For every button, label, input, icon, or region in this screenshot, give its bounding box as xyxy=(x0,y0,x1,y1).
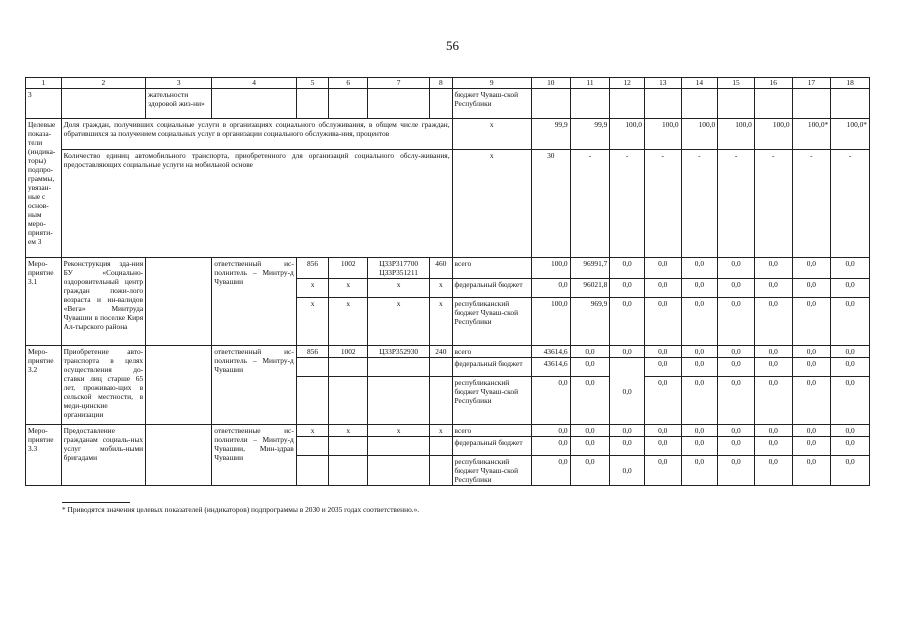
value-cell: 43614,6 xyxy=(531,358,570,377)
cell xyxy=(368,377,430,425)
cell: жательности здоровой жиз-ни» xyxy=(146,89,212,119)
table-row xyxy=(26,425,870,437)
cell xyxy=(296,358,329,377)
column-number-cell: 12 xyxy=(610,78,645,89)
value-cell: 0,0 xyxy=(610,346,645,358)
value-cell: 0,0 xyxy=(681,346,718,358)
value-cell: 0,0 xyxy=(754,279,792,298)
cell xyxy=(296,456,329,486)
value-cell: 0,0 xyxy=(754,425,792,437)
column-number-cell: 15 xyxy=(718,78,755,89)
value-cell: 0,0 xyxy=(831,279,870,298)
cell xyxy=(329,437,368,456)
value-cell: 0,0 xyxy=(681,437,718,456)
value-cell: 0,0 xyxy=(792,425,831,437)
value-cell: 0,0 xyxy=(681,258,718,279)
value-cell: 100,0 xyxy=(681,119,718,150)
cell xyxy=(329,358,368,377)
value-cell: 100,0* xyxy=(792,119,831,150)
value-cell: 0,0 xyxy=(570,437,610,456)
value-cell: 0,0 xyxy=(681,456,718,486)
column-number-cell: 18 xyxy=(831,78,870,89)
footnote: * Приводятся значения целевых показателей (индикаторов) подпрограммы в 2030 и 2035 годах соответственно.». xyxy=(62,505,420,514)
cell: х xyxy=(368,425,430,437)
measure-label: Меро-приятие 3.1 xyxy=(26,258,62,346)
value-cell: 0,0 xyxy=(792,258,831,279)
value-cell: 0,0 xyxy=(610,279,645,298)
value-cell: 0,0 xyxy=(570,456,610,486)
table-row xyxy=(26,346,870,358)
value-cell: 0,0 xyxy=(792,346,831,358)
cell: 3 xyxy=(26,89,62,119)
cell: Ц33Р352930 xyxy=(368,346,430,358)
cell: х xyxy=(329,298,368,346)
cell: 1002 xyxy=(329,346,368,358)
value-cell: 0,0 xyxy=(644,456,681,486)
value-cell: 43614,6 xyxy=(531,346,570,358)
value-cell: 0,0 xyxy=(831,358,870,377)
value-cell: 0,0 xyxy=(831,346,870,358)
column-number-cell: 1 xyxy=(26,78,62,89)
value-cell: 0,0 xyxy=(610,358,645,425)
column-number-cell: 11 xyxy=(570,78,610,89)
value-cell: 0,0 xyxy=(681,425,718,437)
value-cell: 0,0 xyxy=(792,437,831,456)
value-cell: 0,0 xyxy=(610,425,645,437)
cell: х xyxy=(296,279,329,298)
value-cell: 96991,7 xyxy=(570,258,610,279)
column-number-cell: 6 xyxy=(329,78,368,89)
value-cell: 0,0 xyxy=(718,279,755,298)
value-cell: - xyxy=(644,150,681,258)
value-cell: 0,0 xyxy=(792,456,831,486)
funding-source: республиканский бюджет Чуваш-ской Республики xyxy=(452,377,531,425)
value-cell: 99,9 xyxy=(531,119,570,150)
value-cell: 0,0 xyxy=(718,425,755,437)
funding-source: федеральный бюджет xyxy=(452,279,531,298)
measure-name: Приобретение авто-транспорта в целях осуществления до-ставки лиц старше 65 лет, проживаю-щих в сельской местности, в меди-цинские организации xyxy=(61,346,146,425)
cell: 460 xyxy=(430,258,452,279)
cell: х xyxy=(452,119,531,150)
value-cell: 0,0 xyxy=(681,279,718,298)
value-cell: 30 xyxy=(531,150,570,258)
value-cell: 0,0 xyxy=(644,377,681,425)
value-cell: 0,0 xyxy=(831,298,870,346)
value-cell: 0,0 xyxy=(831,456,870,486)
cell: 856 xyxy=(296,346,329,358)
cell xyxy=(430,437,452,456)
value-cell: 0,0 xyxy=(610,437,645,456)
value-cell: - xyxy=(681,150,718,258)
measure-executor: ответственный ис-полнитель – Минтру-д Чувашии xyxy=(212,346,297,425)
column-number-cell: 7 xyxy=(368,78,430,89)
cell: Ц33Р317700 Ц33Р351211 xyxy=(368,258,430,279)
value-cell: 969,9 xyxy=(570,298,610,346)
funding-source: всего xyxy=(452,425,531,437)
value-cell: 0,0 xyxy=(644,346,681,358)
value-cell: 0,0 xyxy=(610,298,645,346)
cell: 856 xyxy=(296,258,329,279)
column-number-cell: 17 xyxy=(792,78,831,89)
value-cell: 0,0 xyxy=(610,456,645,486)
cell xyxy=(368,358,430,377)
value-cell: 0,0 xyxy=(531,456,570,486)
cell xyxy=(296,377,329,425)
value-cell: 100,0 xyxy=(531,258,570,279)
value-cell: 0,0 xyxy=(570,425,610,437)
funding-source: всего xyxy=(452,346,531,358)
value-cell: 0,0 xyxy=(531,377,570,425)
value-cell: - xyxy=(831,150,870,258)
value-cell: 0,0 xyxy=(681,358,718,377)
cell xyxy=(430,456,452,486)
cell xyxy=(430,358,452,377)
column-number-cell: 13 xyxy=(644,78,681,89)
value-cell: 0,0 xyxy=(792,298,831,346)
value-cell: 0,0 xyxy=(718,346,755,358)
value-cell: 0,0 xyxy=(754,437,792,456)
value-cell: 0,0 xyxy=(531,425,570,437)
value-cell: 100,0 xyxy=(531,298,570,346)
value-cell: 0,0 xyxy=(754,298,792,346)
cell: х xyxy=(368,298,430,346)
value-cell: 0,0 xyxy=(718,258,755,279)
indicator-text: Количество единиц автомобильного транспорта, приобретенного для организаций социального обслу-живания, предоставляющих социальные услуги на мобильной основе xyxy=(61,150,452,258)
value-cell: 0,0 xyxy=(644,279,681,298)
value-cell: - xyxy=(718,150,755,258)
column-number-cell: 9 xyxy=(452,78,531,89)
value-cell: 0,0 xyxy=(718,377,755,425)
column-number-row xyxy=(26,78,870,89)
value-cell: 100,0* xyxy=(831,119,870,150)
table-row xyxy=(26,150,870,258)
value-cell: 0,0 xyxy=(644,358,681,377)
table-row xyxy=(26,119,870,150)
measure-label: Меро-приятие 3.3 xyxy=(26,425,62,486)
funding-source: всего xyxy=(452,258,531,279)
column-number-cell: 5 xyxy=(296,78,329,89)
value-cell: 100,0 xyxy=(754,119,792,150)
footnote-divider xyxy=(62,502,130,503)
value-cell: 100,0 xyxy=(610,119,645,150)
value-cell: 100,0 xyxy=(718,119,755,150)
value-cell: 0,0 xyxy=(718,437,755,456)
value-cell: 0,0 xyxy=(570,377,610,425)
targets-label: Целевые показа-тели (индика-торы) подпро-граммы, увязан-ные с основ-ным меро-прияти-ем 3 xyxy=(26,119,62,258)
column-number-cell: 8 xyxy=(430,78,452,89)
value-cell: 0,0 xyxy=(718,298,755,346)
value-cell: 99,9 xyxy=(570,119,610,150)
cell: х xyxy=(296,425,329,437)
table-row xyxy=(26,89,870,119)
value-cell: 0,0 xyxy=(531,279,570,298)
value-cell: 0,0 xyxy=(792,279,831,298)
cell: х xyxy=(329,425,368,437)
program-table xyxy=(25,77,870,486)
measure-name: Реконструкция зда-ния БУ «Социально-оздоровительный центр граждан пожи-лого возраста и ин-валидов «Вега» Минтруда Чувашии в поселке Киря Ал-тырского района xyxy=(61,258,146,346)
value-cell: 0,0 xyxy=(831,437,870,456)
value-cell: 0,0 xyxy=(644,425,681,437)
column-number-cell: 10 xyxy=(531,78,570,89)
cell: х xyxy=(296,298,329,346)
value-cell: 0,0 xyxy=(754,377,792,425)
value-cell: 0,0 xyxy=(644,298,681,346)
value-cell: 0,0 xyxy=(831,258,870,279)
value-cell: 0,0 xyxy=(792,358,831,377)
value-cell: 96021,8 xyxy=(570,279,610,298)
cell: 1002 xyxy=(329,258,368,279)
column-number-cell: 2 xyxy=(61,78,146,89)
cell xyxy=(329,377,368,425)
value-cell: 0,0 xyxy=(570,358,610,377)
table-row xyxy=(26,258,870,279)
value-cell: 0,0 xyxy=(644,258,681,279)
cell xyxy=(368,456,430,486)
cell: х xyxy=(430,279,452,298)
value-cell: 0,0 xyxy=(718,456,755,486)
cell: х xyxy=(430,298,452,346)
value-cell: - xyxy=(792,150,831,258)
value-cell: - xyxy=(610,150,645,258)
measure-executor: ответственные ис-полнители – Минтру-д Чувашии, Мин-здрав Чувашии xyxy=(212,425,297,486)
funding-source: федеральный бюджет xyxy=(452,437,531,456)
cell: 240 xyxy=(430,346,452,358)
cell: х xyxy=(329,279,368,298)
column-number-cell: 3 xyxy=(146,78,212,89)
value-cell: 0,0 xyxy=(531,437,570,456)
funding-source: республиканский бюджет Чуваш-ской Республики xyxy=(452,298,531,346)
cell xyxy=(296,437,329,456)
cell xyxy=(329,456,368,486)
value-cell: 0,0 xyxy=(831,377,870,425)
value-cell: 0,0 xyxy=(570,346,610,358)
cell: х xyxy=(430,425,452,437)
cell: бюджет Чуваш-ской Республики xyxy=(452,89,531,119)
value-cell: 0,0 xyxy=(718,358,755,377)
value-cell: 0,0 xyxy=(754,358,792,377)
measure-executor: ответственный ис-полнитель – Минтру-д Чувашии xyxy=(212,258,297,346)
value-cell: 0,0 xyxy=(792,377,831,425)
value-cell: 0,0 xyxy=(754,456,792,486)
value-cell: 0,0 xyxy=(644,437,681,456)
value-cell: 0,0 xyxy=(754,346,792,358)
value-cell: 0,0 xyxy=(831,425,870,437)
measure-label: Меро-приятие 3.2 xyxy=(26,346,62,425)
cell xyxy=(430,377,452,425)
value-cell: - xyxy=(754,150,792,258)
value-cell: 0,0 xyxy=(681,377,718,425)
measure-name: Предоставление гражданам социаль-ных услуг мобиль-ными бригадами xyxy=(61,425,146,486)
cell: х xyxy=(368,279,430,298)
column-number-cell: 14 xyxy=(681,78,718,89)
value-cell: 100,0 xyxy=(644,119,681,150)
value-cell: 0,0 xyxy=(681,298,718,346)
column-number-cell: 16 xyxy=(754,78,792,89)
cell: х xyxy=(452,150,531,258)
funding-source: федеральный бюджет xyxy=(452,358,531,377)
value-cell: - xyxy=(570,150,610,258)
value-cell: 0,0 xyxy=(610,258,645,279)
cell xyxy=(368,437,430,456)
indicator-text: Доля граждан, получивших социальные услуги в организациях социального обслуживания, в общем числе граждан, обратившихся за получением социальных услуг в организации социального обслужива-ния, процентов xyxy=(61,119,452,150)
funding-source: республиканский бюджет Чуваш-ской Республики xyxy=(452,456,531,486)
value-cell: 0,0 xyxy=(754,258,792,279)
page-number: 56 xyxy=(446,38,459,53)
column-number-cell: 4 xyxy=(212,78,297,89)
